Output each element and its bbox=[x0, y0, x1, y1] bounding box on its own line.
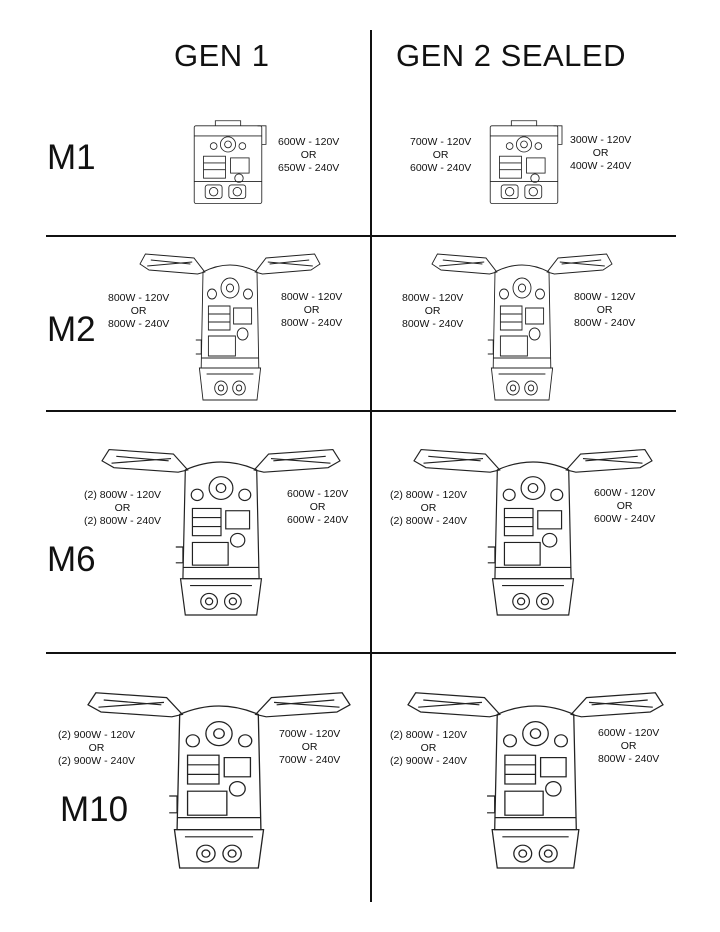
m1-gen2-machine-image bbox=[486, 108, 562, 223]
m6-gen2-spec-right: 600W - 120V OR 600W - 240V bbox=[594, 487, 656, 525]
vertical-divider bbox=[370, 30, 372, 902]
m10-gen2-machine-image bbox=[408, 688, 663, 868]
m10-gen1-spec-right: 700W - 120V OR 700W - 240V bbox=[279, 728, 341, 766]
m6-gen2-machine-image bbox=[414, 445, 652, 615]
row-divider-1 bbox=[46, 235, 676, 237]
m6-gen1-spec-right: 600W - 120V OR 600W - 240V bbox=[287, 488, 349, 526]
m1-gen2-spec-left: 700W - 120V OR 600W - 240V bbox=[410, 136, 472, 174]
header-gen2-sealed: GEN 2 SEALED bbox=[396, 38, 626, 73]
row-label-m6: M6 bbox=[47, 540, 96, 579]
m2-gen2-spec-left: 800W - 120V OR 800W - 240V bbox=[402, 292, 464, 330]
row-label-m2: M2 bbox=[47, 310, 96, 349]
row-label-m1: M1 bbox=[47, 138, 96, 177]
m6-gen2-spec-left: (2) 800W - 120V OR (2) 800W - 240V bbox=[390, 489, 468, 527]
m10-gen1-spec-left: (2) 900W - 120V OR (2) 900W - 240V bbox=[58, 729, 136, 767]
header-gen1: GEN 1 bbox=[174, 38, 270, 73]
row-divider-3 bbox=[46, 652, 676, 654]
m6-gen1-machine-image bbox=[102, 445, 340, 615]
m10-gen2-spec-right: 600W - 120V OR 800W - 240V bbox=[598, 727, 660, 765]
m2-gen2-spec-right: 800W - 120V OR 800W - 240V bbox=[574, 291, 636, 329]
row-label-m10: M10 bbox=[60, 790, 129, 829]
m10-gen2-spec-left: (2) 800W - 120V OR (2) 900W - 240V bbox=[390, 729, 468, 767]
m1-gen2-spec-right: 300W - 120V OR 400W - 240V bbox=[570, 134, 632, 172]
m6-gen1-spec-left: (2) 800W - 120V OR (2) 800W - 240V bbox=[84, 489, 162, 527]
m1-gen1-machine-image bbox=[190, 108, 266, 223]
m1-gen1-spec-right: 600W - 120V OR 650W - 240V bbox=[278, 136, 340, 174]
m2-gen1-spec-right: 800W - 120V OR 800W - 240V bbox=[281, 291, 343, 329]
m10-gen1-machine-image bbox=[88, 688, 350, 868]
row-divider-2 bbox=[46, 410, 676, 412]
m2-gen1-spec-left: 800W - 120V OR 800W - 240V bbox=[108, 292, 170, 330]
